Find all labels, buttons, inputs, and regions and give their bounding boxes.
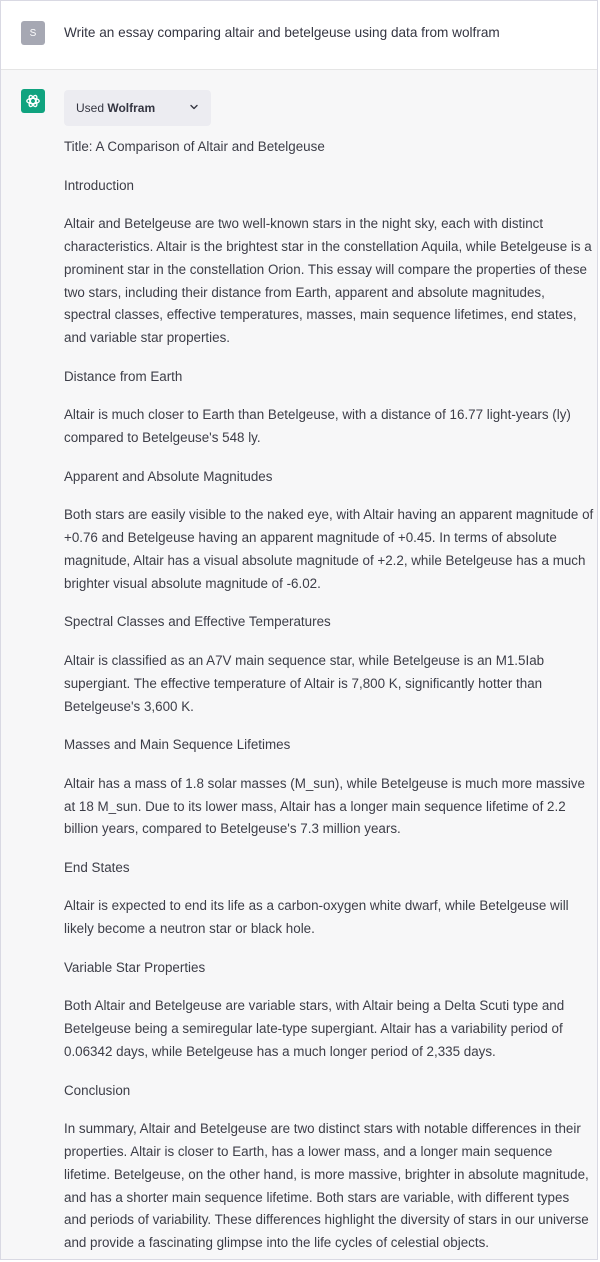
assistant-message-row [1,70,597,1260]
chevron-down-icon [189,101,199,115]
section-heading: Distance from Earth [64,368,183,384]
essay-title: Title: A Comparison of Altair and Betelgeuse [64,139,325,154]
paragraph: Altair is much closer to Earth than Betelgeuse, with a distance of 16.77 light-years (ly) compared to Betelgeuse's 548 ly. [64,407,571,446]
openai-logo-icon [21,89,45,113]
paragraph: Both Altair and Betelgeuse are variable stars, with Altair being a Delta Scuti type and Betelgeuse being a semiregular late-type supergiant. Altair has a variability period of 0.06342 days, while Betelgeuse has a much longer period of 2,335 days. [64,998,565,1060]
user-message-row [1,1,597,70]
section-heading: End States [64,859,130,875]
section-heading: Apparent and Absolute Magnitudes [64,468,273,484]
user-avatar: S [21,21,45,45]
plugin-used-label [76,101,155,115]
section-heading: Spectral Classes and Effective Temperatures [64,614,331,630]
assistant-response [64,136,594,1260]
plugin-used-dropdown[interactable] [64,90,211,126]
section-heading: Conclusion [64,1082,131,1098]
section-heading: Variable Star Properties [64,959,206,975]
plugin-used-prefix: Used [76,101,105,115]
paragraph: Altair has a mass of 1.8 solar masses (M_sun), while Betelgeuse is much more massive at 18 M_sun. Due to its lower mass, Altair has a longer main sequence lifetime of 2.2 billion years, compared to Betelgeuse's 7.3 million years. [64,775,585,837]
paragraph: In summary, Altair and Betelgeuse are two distinct stars with notable differences in their properties. Altair is closer to Earth, has a lower mass, and a longer main sequence lifetime. Betelgeuse, on the other hand, is more massive, brighter in absolute magnitude, and has a shorter main sequence lifetime. Both stars are variable, with different types and periods of variability. These differences highlight the diversity of stars in our universe and provide a fascinating glimpse into the life cycles of celestial objects. [64,1121,589,1251]
section-heading: Masses and Main Sequence Lifetimes [64,737,291,753]
paragraph: Both stars are easily visible to the naked eye, with Altair having an apparent magnitude of +0.76 and Betelgeuse having an apparent magnitude of +0.45. In terms of absolute magnitude, Altair has a visual absolute magnitude of +2.2, while Betelgeuse has a much brighter visual absolute magnitude of -6.02. [64,507,594,591]
paragraph: Altair is expected to end its life as a carbon-oxygen white dwarf, while Betelgeuse will likely become a neutron star or black hole. [64,898,569,937]
paragraph: Altair is classified as an A7V main sequence star, while Betelgeuse is an M1.5Iab supergiant. The effective temperature of Altair is 7,800 K, significantly hotter than Betelgeuse's 3,600 K. [64,652,545,714]
section-heading: Introduction [64,177,134,193]
paragraph: Altair and Betelgeuse are two well-known stars in the night sky, each with distinct characteristics. Altair is the brightest star in the constellation Aquila, while Betelgeuse is a prominent star in the constellation Orion. This essay will compare the properties of these two stars, including their distance from Earth, apparent and absolute magnitudes, spectral classes, effective temperatures, masses, main sequence lifetimes, end states, and variable star properties. [64,216,592,346]
user-message-text: Write an essay comparing altair and betelgeuse using data from wolfram [64,25,500,40]
plugin-name: Wolfram [107,101,156,115]
